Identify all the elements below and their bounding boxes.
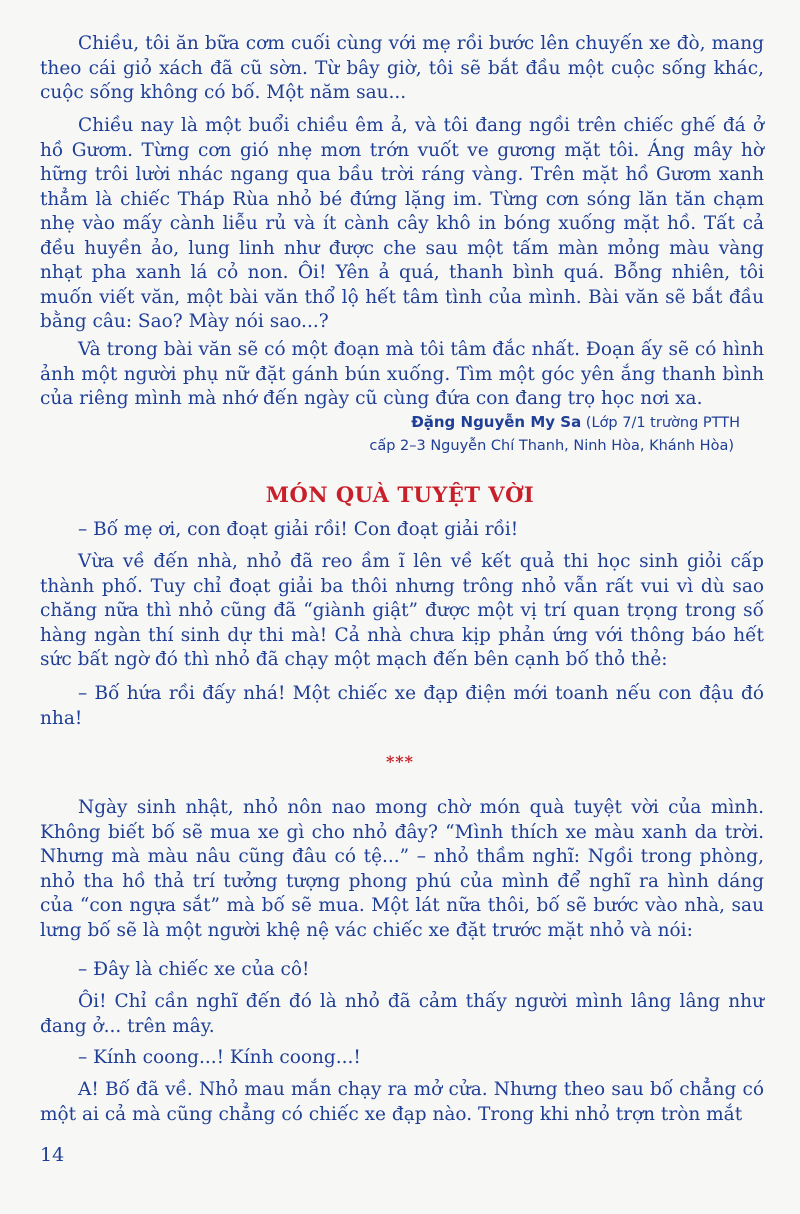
page-number: 14 [40,1144,65,1166]
paragraph-father-returns: A! Bố đã về. Nhỏ mau mắn chạy ra mở cửa. Nhưng theo sau bố chẳng có một ai cả mà cũng chẳng có chiếc xe đạp nào. Trong khi nhỏ trợn tròn mắt [40,1079,764,1125]
author-name: Đặng Nguyễn My Sa [411,413,582,431]
paragraph-ho-guom: Chiều nay là một buổi chiều êm ả, và tôi đang ngồi trên chiếc ghế đá ở hồ Gươm. Từng cơn gió nhẹ mơn trớn vuốt ve gương mặt tôi. Áng mây hờ hững trôi lười nhác ngang qua bầu trời ráng vàng. Trên mặt hồ Gươm xanh thẳm là chiếc Tháp Rùa nhỏ bé đứng lặng im. Từng cơn sóng lăn tăn chạm nhẹ vào mấy cành liễu rủ và ít cành cây khô in bóng xuống mặt hồ. Tất cả đều huyền ảo, lung linh như được che sau một tấm màn mỏng màu vàng nhạt pha xanh lá cỏ non. Ôi! Yên ả quá, thanh bình quá. Bỗng nhiên, tôi muốn viết văn, một bài văn thổ lộ hết tâm tình của mình. Bài văn sẽ bắt đầu bằng câu: Sao? Mày nói sao...? [40,115,764,332]
author-class: (Lớp 7/1 trường PTTH [581,415,740,431]
dialogue-line: – Bố hứa rồi đấy nhá! Một chiếc xe đạp điện mới toanh nếu con đậu đó nha! [40,683,764,729]
author-school: cấp 2–3 Nguyễn Chí Thanh, Ninh Hòa, Khánh Hòa) [369,438,734,454]
paragraph-departure: Chiều, tôi ăn bữa cơm cuối cùng với mẹ rồi bước lên chuyến xe đò, mang theo cái giỏ xách đã cũ sờn. Từ bây giờ, tôi sẽ bắt đầu một cuộc sống khác, cuộc sống không có bố. Một năm sau... [40,33,764,103]
paragraph-cloud: Ôi! Chỉ cần nghĩ đến đó là nhỏ đã cảm thấy người mình lâng lâng như đang ở... trên mây. [40,991,764,1037]
author-credit [411,412,740,433]
paragraph-essay: Và trong bài văn sẽ có một đoạn mà tôi tâm đắc nhất. Đoạn ấy sẽ có hình ảnh một người phụ nữ đặt gánh bún xuống. Tìm một góc yên ắng thanh bình của riêng mình mà nhớ đến ngày cũ cùng đứa con đang trọ học nơi xa. [40,339,764,409]
dialogue-line: – Bố mẹ ơi, con đoạt giải rồi! Con đoạt giải rồi! [78,519,519,540]
section-separator: *** [385,752,415,771]
paragraph-birthday: Ngày sinh nhật, nhỏ nôn nao mong chờ món quà tuyệt vời của mình. Không biết bố sẽ mua xe gì cho nhỏ đây? “Mình thích xe màu xanh da trời. Nhưng mà màu nâu cũng đâu có tệ...” – nhỏ thầm nghĩ: Ngồi trong phòng, nhỏ tha hồ thả trí tưởng tượng phong phú của mình để nghĩ ra hình dáng của “con ngựa sắt” mà bố sẽ mua. Một lát nữa thôi, bố sẽ bước vào nhà, sau lưng bố sẽ là một người khệ nệ vác chiếc xe đặt trước mặt nhỏ và nói: [40,797,764,941]
dialogue-line: – Kính coong...! Kính coong...! [78,1047,361,1068]
paragraph-prize: Vừa về đến nhà, nhỏ đã reo ầm ĩ lên về kết quả thi học sinh giỏi cấp thành phố. Tuy chỉ đoạt giải ba thôi nhưng trông nhỏ vẫn rất vui vì dù sao chăng nữa thì nhỏ cũng đã “giành giật” được một vị trí quan trọng trong số hàng ngàn thí sinh dự thi mà! Cả nhà chưa kịp phản ứng với thông báo hết sức bất ngờ đó thì nhỏ đã chạy một mạch đến bên cạnh bố thỏ thẻ: [40,551,764,670]
story-title: MÓN QUÀ TUYỆT VỜI [265,482,535,507]
dialogue-line: – Đây là chiếc xe của cô! [78,959,310,980]
